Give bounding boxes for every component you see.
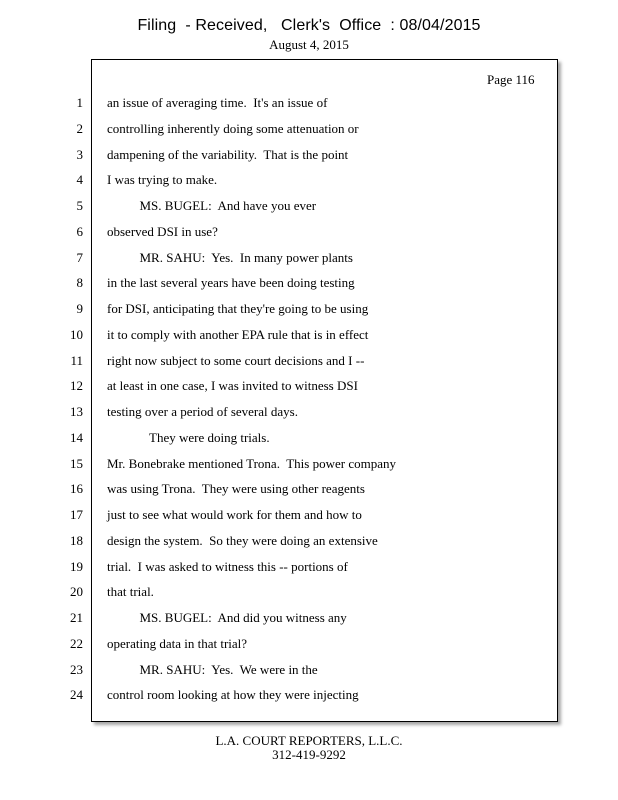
line-number: 10 [70, 327, 83, 342]
line-number: 16 [70, 481, 83, 496]
line-number: 24 [70, 687, 83, 702]
line-number: 19 [70, 559, 83, 574]
line-number: 18 [70, 533, 83, 548]
line-text: right now subject to some court decisions and I -- [107, 353, 365, 368]
line-text: They were doing trials. [107, 430, 270, 445]
line-text: dampening of the variability. That is the point [107, 147, 349, 162]
line-text: controlling inherently doing some attenuation or [107, 121, 359, 136]
line-text: MR. SAHU: Yes. In many power plants [107, 250, 353, 265]
line-text: MS. BUGEL: And did you witness any [107, 610, 347, 625]
page-number: Page 116 [487, 72, 535, 87]
footer-phone: 312-419-9292 [272, 747, 346, 762]
line-text: testing over a period of several days. [107, 404, 298, 419]
line-number: 14 [70, 430, 83, 445]
line-number: 7 [76, 250, 83, 265]
line-text: operating data in that trial? [107, 636, 248, 651]
line-text: Mr. Bonebrake mentioned Trona. This power company [107, 456, 396, 471]
line-text: observed DSI in use? [107, 224, 218, 239]
line-text: was using Trona. They were using other reagents [107, 481, 365, 496]
header-date: August 4, 2015 [269, 37, 349, 52]
line-text: at least in one case, I was invited to witness DSI [107, 378, 358, 393]
line-text: an issue of averaging time. It's an issue of [107, 95, 328, 110]
line-number: 6 [76, 224, 83, 239]
line-text: in the last several years have been doing testing [107, 275, 355, 290]
line-text: I was trying to make. [107, 172, 218, 187]
line-text: design the system. So they were doing an extensive [107, 533, 378, 548]
line-text: for DSI, anticipating that they're going to be using [107, 301, 369, 316]
line-number: 3 [76, 147, 83, 162]
line-number: 17 [70, 507, 83, 522]
line-text: just to see what would work for them and how to [107, 507, 362, 522]
line-number: 15 [70, 456, 83, 471]
line-text: that trial. [107, 584, 154, 599]
line-number: 20 [70, 584, 83, 599]
line-number: 4 [76, 172, 83, 187]
line-number: 23 [70, 662, 83, 677]
line-number: 12 [70, 378, 83, 393]
line-number: 21 [70, 610, 83, 625]
footer-company: L.A. COURT REPORTERS, L.L.C. [215, 733, 403, 748]
filing-stamp: Filing - Received, Clerk's Office : 08/04/2015 [137, 17, 481, 34]
line-number: 22 [70, 636, 83, 651]
line-number: 5 [76, 198, 83, 213]
line-number: 8 [76, 275, 83, 290]
line-text: trial. I was asked to witness this -- portions of [107, 559, 348, 574]
line-text: MS. BUGEL: And have you ever [107, 198, 317, 213]
line-text: control room looking at how they were injecting [107, 687, 359, 702]
line-number: 2 [76, 121, 83, 136]
line-number: 11 [70, 353, 83, 368]
line-number: 13 [70, 404, 83, 419]
line-number: 1 [76, 95, 83, 110]
line-text: MR. SAHU: Yes. We were in the [107, 662, 318, 677]
line-number: 9 [76, 301, 83, 316]
line-text: it to comply with another EPA rule that is in effect [107, 327, 369, 342]
